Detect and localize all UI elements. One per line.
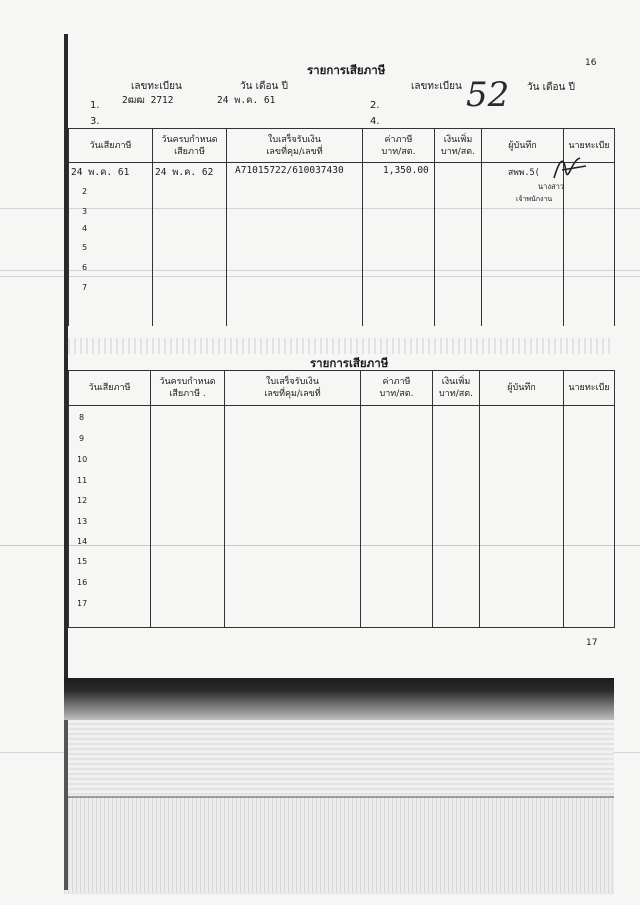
line-number: 3. xyxy=(90,116,100,127)
cell-tax xyxy=(363,163,435,326)
header-registrar: นายทะเบีย xyxy=(564,129,615,163)
row-number: 5 xyxy=(82,243,88,252)
row-number: 8 xyxy=(79,413,85,422)
header-due-date: วันครบกำหนด เสียภาษี xyxy=(153,129,227,163)
cell-due-date xyxy=(153,163,227,326)
paid-date-value: 24 พ.ค. 61 xyxy=(71,167,130,178)
scan-grey-smear xyxy=(64,720,614,800)
cell-empty xyxy=(361,406,433,628)
header-receipt: ใบเสร็จรับเงิน เลขที่คุม/เลขที่ xyxy=(227,129,363,163)
row-number: 3 xyxy=(82,207,88,216)
cell-empty xyxy=(564,406,615,628)
cell-receipt xyxy=(227,163,363,326)
row-number: 11 xyxy=(77,476,88,485)
reg-label-left: เลขทะเบียน xyxy=(131,81,182,92)
overlap-artifact xyxy=(68,338,614,354)
section2-title: รายการเสียภาษี xyxy=(310,356,389,370)
header-tax: ค่าภาษี บาท/สต. xyxy=(363,129,435,163)
tax-record-table-2 xyxy=(68,370,615,628)
row-number: 12 xyxy=(77,496,88,505)
section1-title: รายการเสียภาษี xyxy=(307,63,386,77)
recorder-line: สพพ.5( xyxy=(508,168,540,178)
header-due-date: วันครบกำหนด เสียภาษี . xyxy=(151,371,225,406)
handwritten-number: 52 xyxy=(466,75,510,115)
row-number: 15 xyxy=(77,557,88,566)
row-number: 9 xyxy=(79,434,85,443)
cell-empty xyxy=(151,406,225,628)
line-number: 4. xyxy=(370,116,380,127)
header-recorder: ผู้บันทึก xyxy=(480,371,564,406)
row-number: 16 xyxy=(77,578,88,587)
binding-bar-lower xyxy=(64,720,68,890)
top-page-number: 16 xyxy=(585,58,597,68)
header-paid-date: วันเสียภาษี xyxy=(69,371,151,406)
handwritten-signature xyxy=(550,152,590,184)
cell-surcharge xyxy=(435,163,482,326)
cell-registrar xyxy=(564,163,615,326)
recorder-line: เจ้าพนักงาน xyxy=(516,195,553,203)
row-number: 10 xyxy=(77,455,88,464)
date-value: 24 พ.ค. 61 xyxy=(217,95,276,106)
date-label-left: วัน เดือน ปี xyxy=(240,81,288,92)
cell-empty xyxy=(433,406,480,628)
cell-empty xyxy=(480,406,564,628)
bottom-page-number: 17 xyxy=(586,638,598,648)
row-number: 6 xyxy=(82,263,88,272)
cell-recorder xyxy=(482,163,564,326)
header-paid-date: วันเสียภาษี xyxy=(69,129,153,163)
header-surcharge: เงินเพิ่ม บาท/สต. xyxy=(435,129,482,163)
header-tax: ค่าภาษี บาท/สต. xyxy=(361,371,433,406)
tax-value: 1,350.00 xyxy=(383,165,429,176)
line-number: 2. xyxy=(370,100,380,111)
row-number: 14 xyxy=(77,537,88,546)
row-number: 17 xyxy=(77,599,88,608)
due-date-value: 24 พ.ค. 62 xyxy=(155,167,214,178)
line-number: 1. xyxy=(90,100,100,111)
header-registrar: นายทะเบีย xyxy=(564,371,615,406)
header-receipt: ใบเสร็จรับเงิน เลขที่คุม/เลขที่ xyxy=(225,371,361,406)
header-surcharge: เงินเพิ่ม บาท/สต. xyxy=(433,371,480,406)
row-number: 2 xyxy=(82,187,88,196)
reg-value: 2ฒฒ 2712 xyxy=(122,95,174,106)
header-recorder: ผู้บันทึก xyxy=(482,129,564,163)
recorder-line: นางสาว xyxy=(538,182,565,191)
row-number: 7 xyxy=(82,283,88,292)
scan-lower-artifact xyxy=(64,796,614,894)
cell-empty xyxy=(225,406,361,628)
row-number: 4 xyxy=(82,224,88,233)
tax-record-table-1 xyxy=(68,128,615,326)
scan-dark-band xyxy=(64,678,614,720)
row-number: 13 xyxy=(77,517,88,526)
date-label-right: วัน เดือน ปี xyxy=(527,82,575,93)
reg-label-right: เลขทะเบียน xyxy=(411,81,462,92)
receipt-value: A71015722/610037430 xyxy=(235,165,344,176)
